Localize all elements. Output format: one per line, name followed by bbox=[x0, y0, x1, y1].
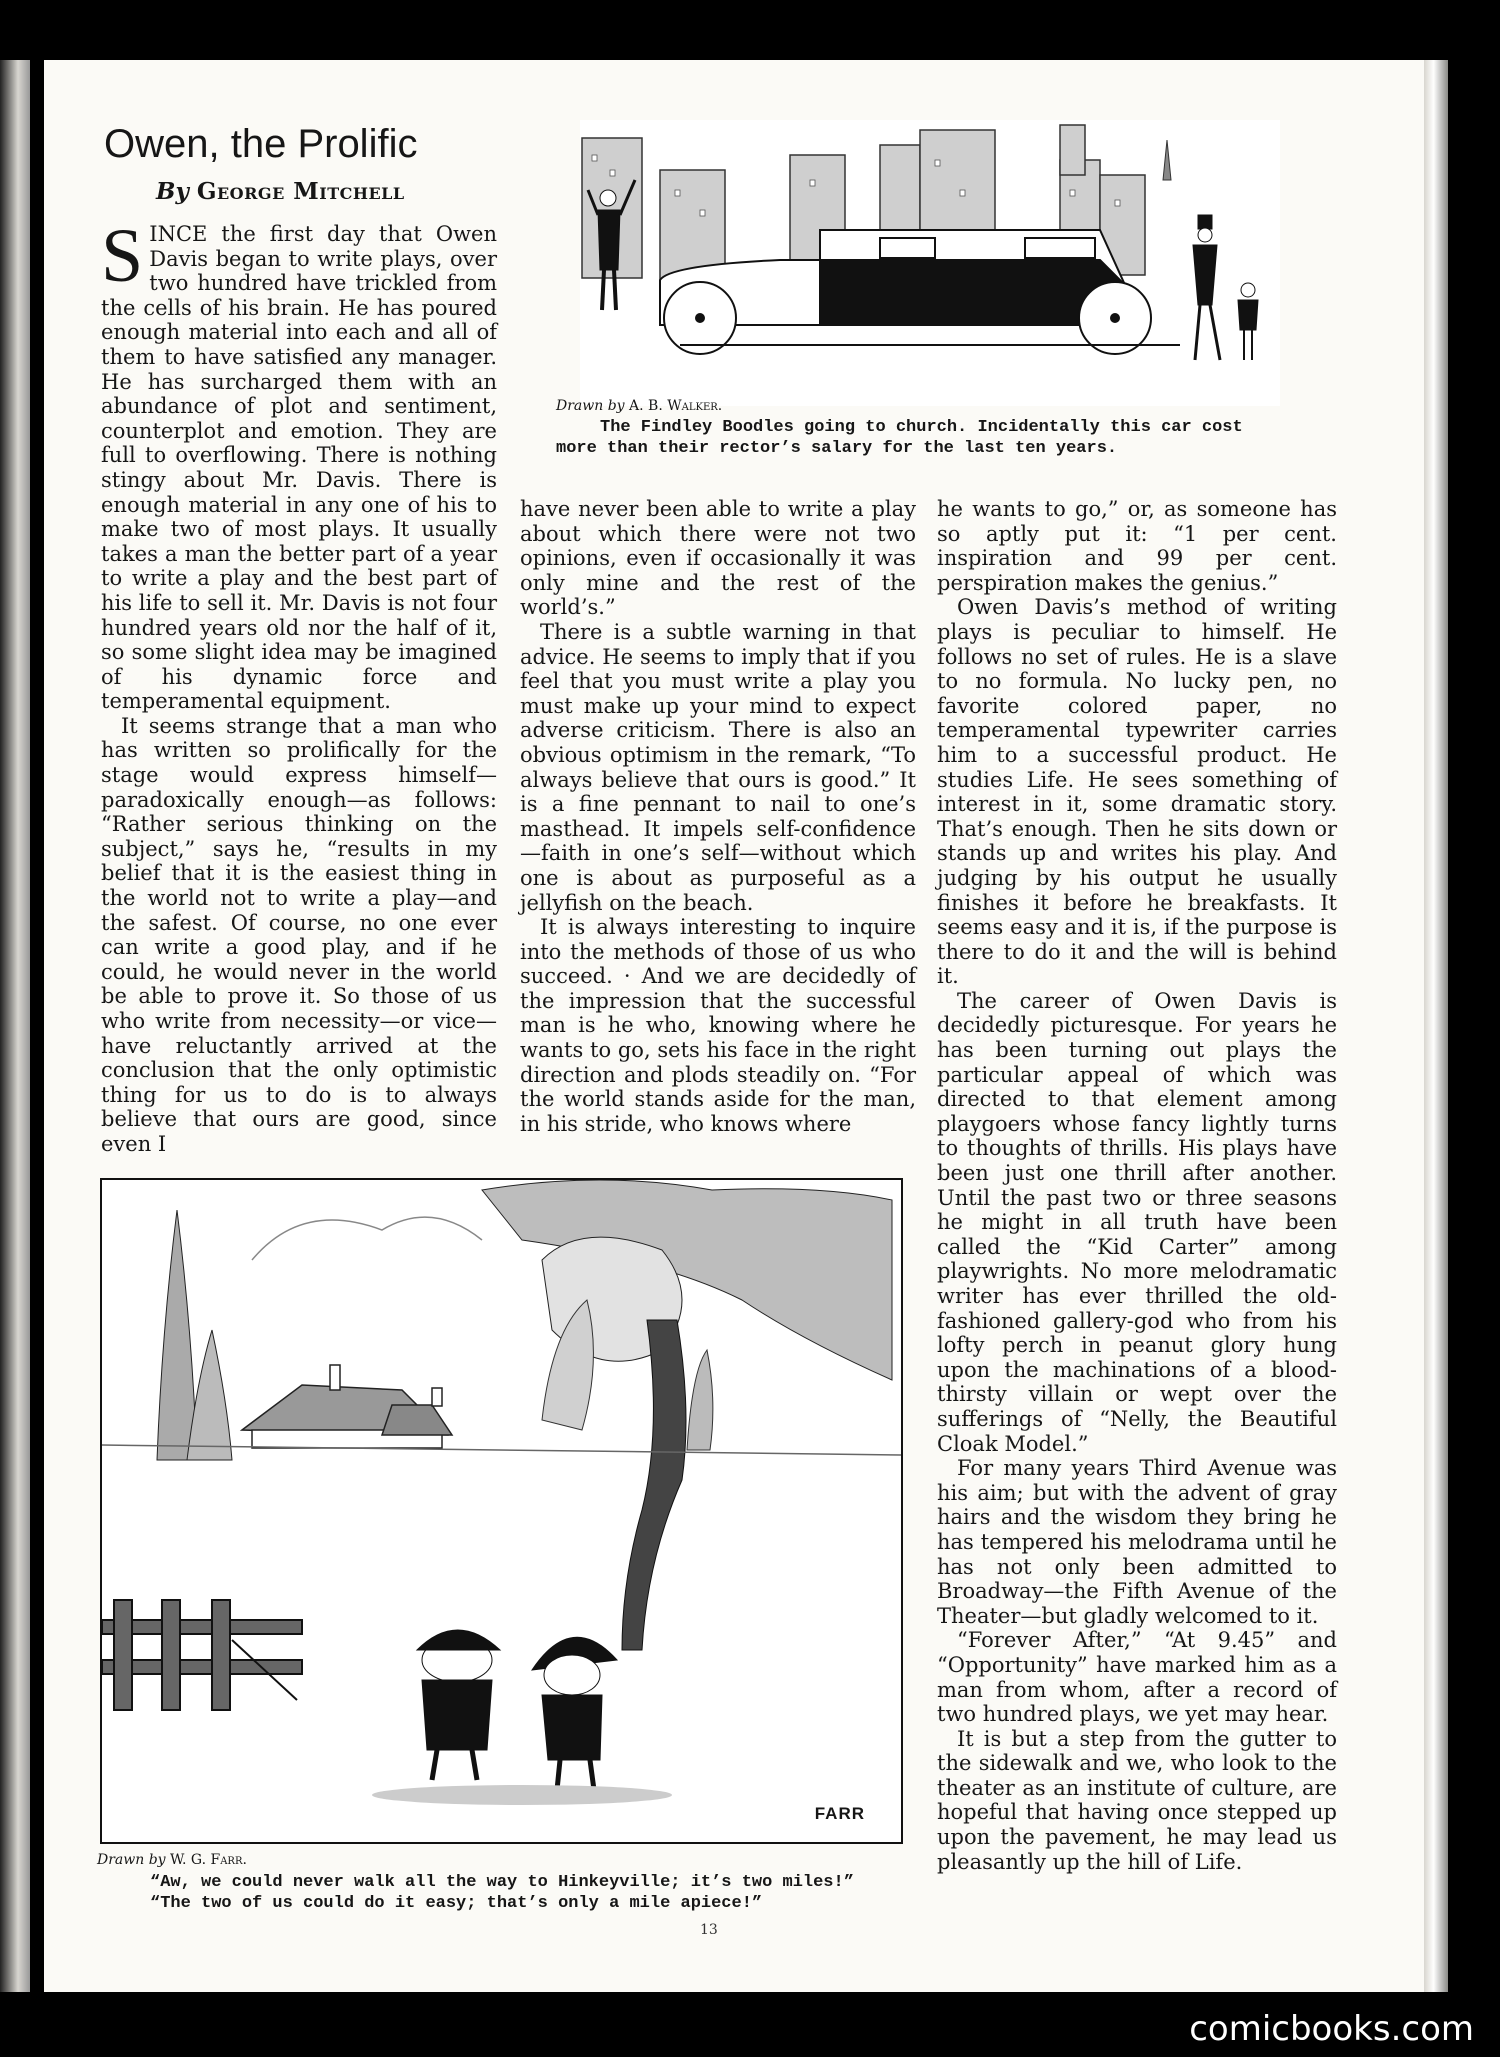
paragraph: There is a subtle warning in that advice. He seems to imply that if you feel that you must write a play you must make up your mind to expect adverse criticism. There is also an obvious optimism in the remark, “To always believe that ours is good.” It is a fine pennant to nail to one’s masthead. It impels self-confidence—faith in one’s self—without which one is about as purposeful as a jellyfish on the beach. bbox=[520, 619, 916, 915]
car-illustration bbox=[580, 120, 1280, 406]
article-column-3 bbox=[937, 497, 1337, 1874]
paragraph: It seems strange that a man who has written so prolifically for the stage would express himself—paradoxically enough—as follows: “Rather serious thinking on the subject,” says he, “results in my belief that it is the easiest thing in the world not to write a play—and the safest. Of course, no one ever can write a good play, and if he could, he would never in the world be able to prove it. So those of us who write from necessity—or vice—have reluctantly arrived at the conclusion that the only optimistic thing for us to do is to always believe that ours are good, since even I bbox=[101, 713, 497, 1156]
paragraph: “Forever After,” “At 9.45” and “Opportunity” have marked him as a man from whom, after a record of two hundred plays, we yet may hear. bbox=[937, 1628, 1337, 1727]
binding-edge bbox=[0, 60, 30, 1992]
kids-illustration bbox=[100, 1178, 903, 1844]
byline-author: George Mitchell bbox=[196, 178, 405, 205]
page-edge bbox=[1424, 60, 1448, 1992]
article-column-2 bbox=[520, 497, 916, 1136]
car-drawing bbox=[580, 120, 1280, 406]
watermark: comicbooks.com bbox=[1189, 2009, 1474, 2049]
illustration-caption: “Aw, we could never walk all the way to Hinkeyville; it’s two miles!” “The two of us could do it easy; that’s only a mile apiece!” bbox=[150, 1873, 854, 1913]
illustration-credit: Drawn by A. B. Walker. bbox=[556, 398, 723, 414]
illustration-credit: Drawn by W. G. Farr. bbox=[97, 1852, 247, 1868]
article-column-1 bbox=[101, 214, 497, 1157]
illustration-caption: The Findley Boodles going to church. Incidentally this car cost more than their rector’s salary for the last ten years. bbox=[556, 418, 1243, 458]
paragraph: he wants to go,” or, as someone has so aptly put it: “1 per cent. inspiration and 99 per cent. perspiration makes the genius.” bbox=[937, 497, 1337, 595]
byline bbox=[156, 178, 486, 205]
page-number: 13 bbox=[700, 1922, 718, 1938]
artist-signature: FARR bbox=[814, 1804, 865, 1823]
article-title: Owen, the Prolific bbox=[104, 122, 418, 166]
paragraph: have never been able to write a play about which there were not two opinions, even if occasionally it was only mine and the rest of the world’s.” bbox=[520, 497, 916, 620]
drop-cap: S bbox=[101, 214, 144, 298]
kids-drawing bbox=[102, 1180, 901, 1842]
paragraph: It is always interesting to inquire into the methods of those of us who succeed. · And we are decidedly of the impression that the successful man is he who, knowing where he wants to go, sets his face in the right direction and plods steadily on. “For the world stands aside for the man, in his stride, who knows where bbox=[520, 915, 916, 1136]
paragraph: SINCE the first day that Owen Davis began to write plays, over two hundred have trickled from the cells of his brain. He has poured enough material into each and all of them to have satisfied any manager. He has surcharged them with an abundance of plot and sentiment, counterplot and emotion. They are full to overflowing. There is nothing stingy about Mr. Davis. There is enough material in any one of his to make two of most plays. It usually takes a man the better part of a year to write a play and the best part of his life to sell it. Mr. Davis is not four hundred years old nor the half of it, so some slight idea may be imagined of his dynamic force and temperamental equipment. bbox=[101, 214, 497, 714]
paragraph: It is but a step from the gutter to the sidewalk and we, who look to the theater as an institute of culture, are hopeful that having once stepped up upon the pavement, he may lead us pleasantly up the hill of Life. bbox=[937, 1726, 1337, 1874]
paragraph: Owen Davis’s method of writing plays is peculiar to himself. He follows no set of rules. He is a slave to no formula. No lucky pen, no favorite colored paper, no temperamental typewriter carries him to a successful product. He studies Life. He sees something of interest in it, some dramatic story. That’s enough. Then he sits down or stands up and writes his play. And judging by his output he usually finishes it before he breakfasts. It seems easy and it is, if the purpose is there to do it and the will is behind it. bbox=[937, 595, 1337, 989]
byline-by: By bbox=[156, 178, 189, 205]
paragraph: The career of Owen Davis is decidedly picturesque. For years he has been turning out plays the particular appeal of which was directed to that element among playgoers whose fancy lightly turns to thoughts of thrills. His plays have been just one thrill after another. Until the past two or three seasons he might in all truth have been called the “Kid Carter” among playwrights. No more melodramatic writer has ever thrilled the old-fashioned gallery-god who from his lofty perch in peanut glory hung upon the machinations of a blood-thirsty villain or wept over the sufferings of “Nelly, the Beautiful Cloak Model.” bbox=[937, 988, 1337, 1456]
paragraph: For many years Third Avenue was his aim; but with the advent of gray hairs and the wisdom they bring he has tempered his melodrama until he has not only been admitted to Broadway—the Fifth Avenue of the Theater—but gladly welcomed to it. bbox=[937, 1456, 1337, 1628]
